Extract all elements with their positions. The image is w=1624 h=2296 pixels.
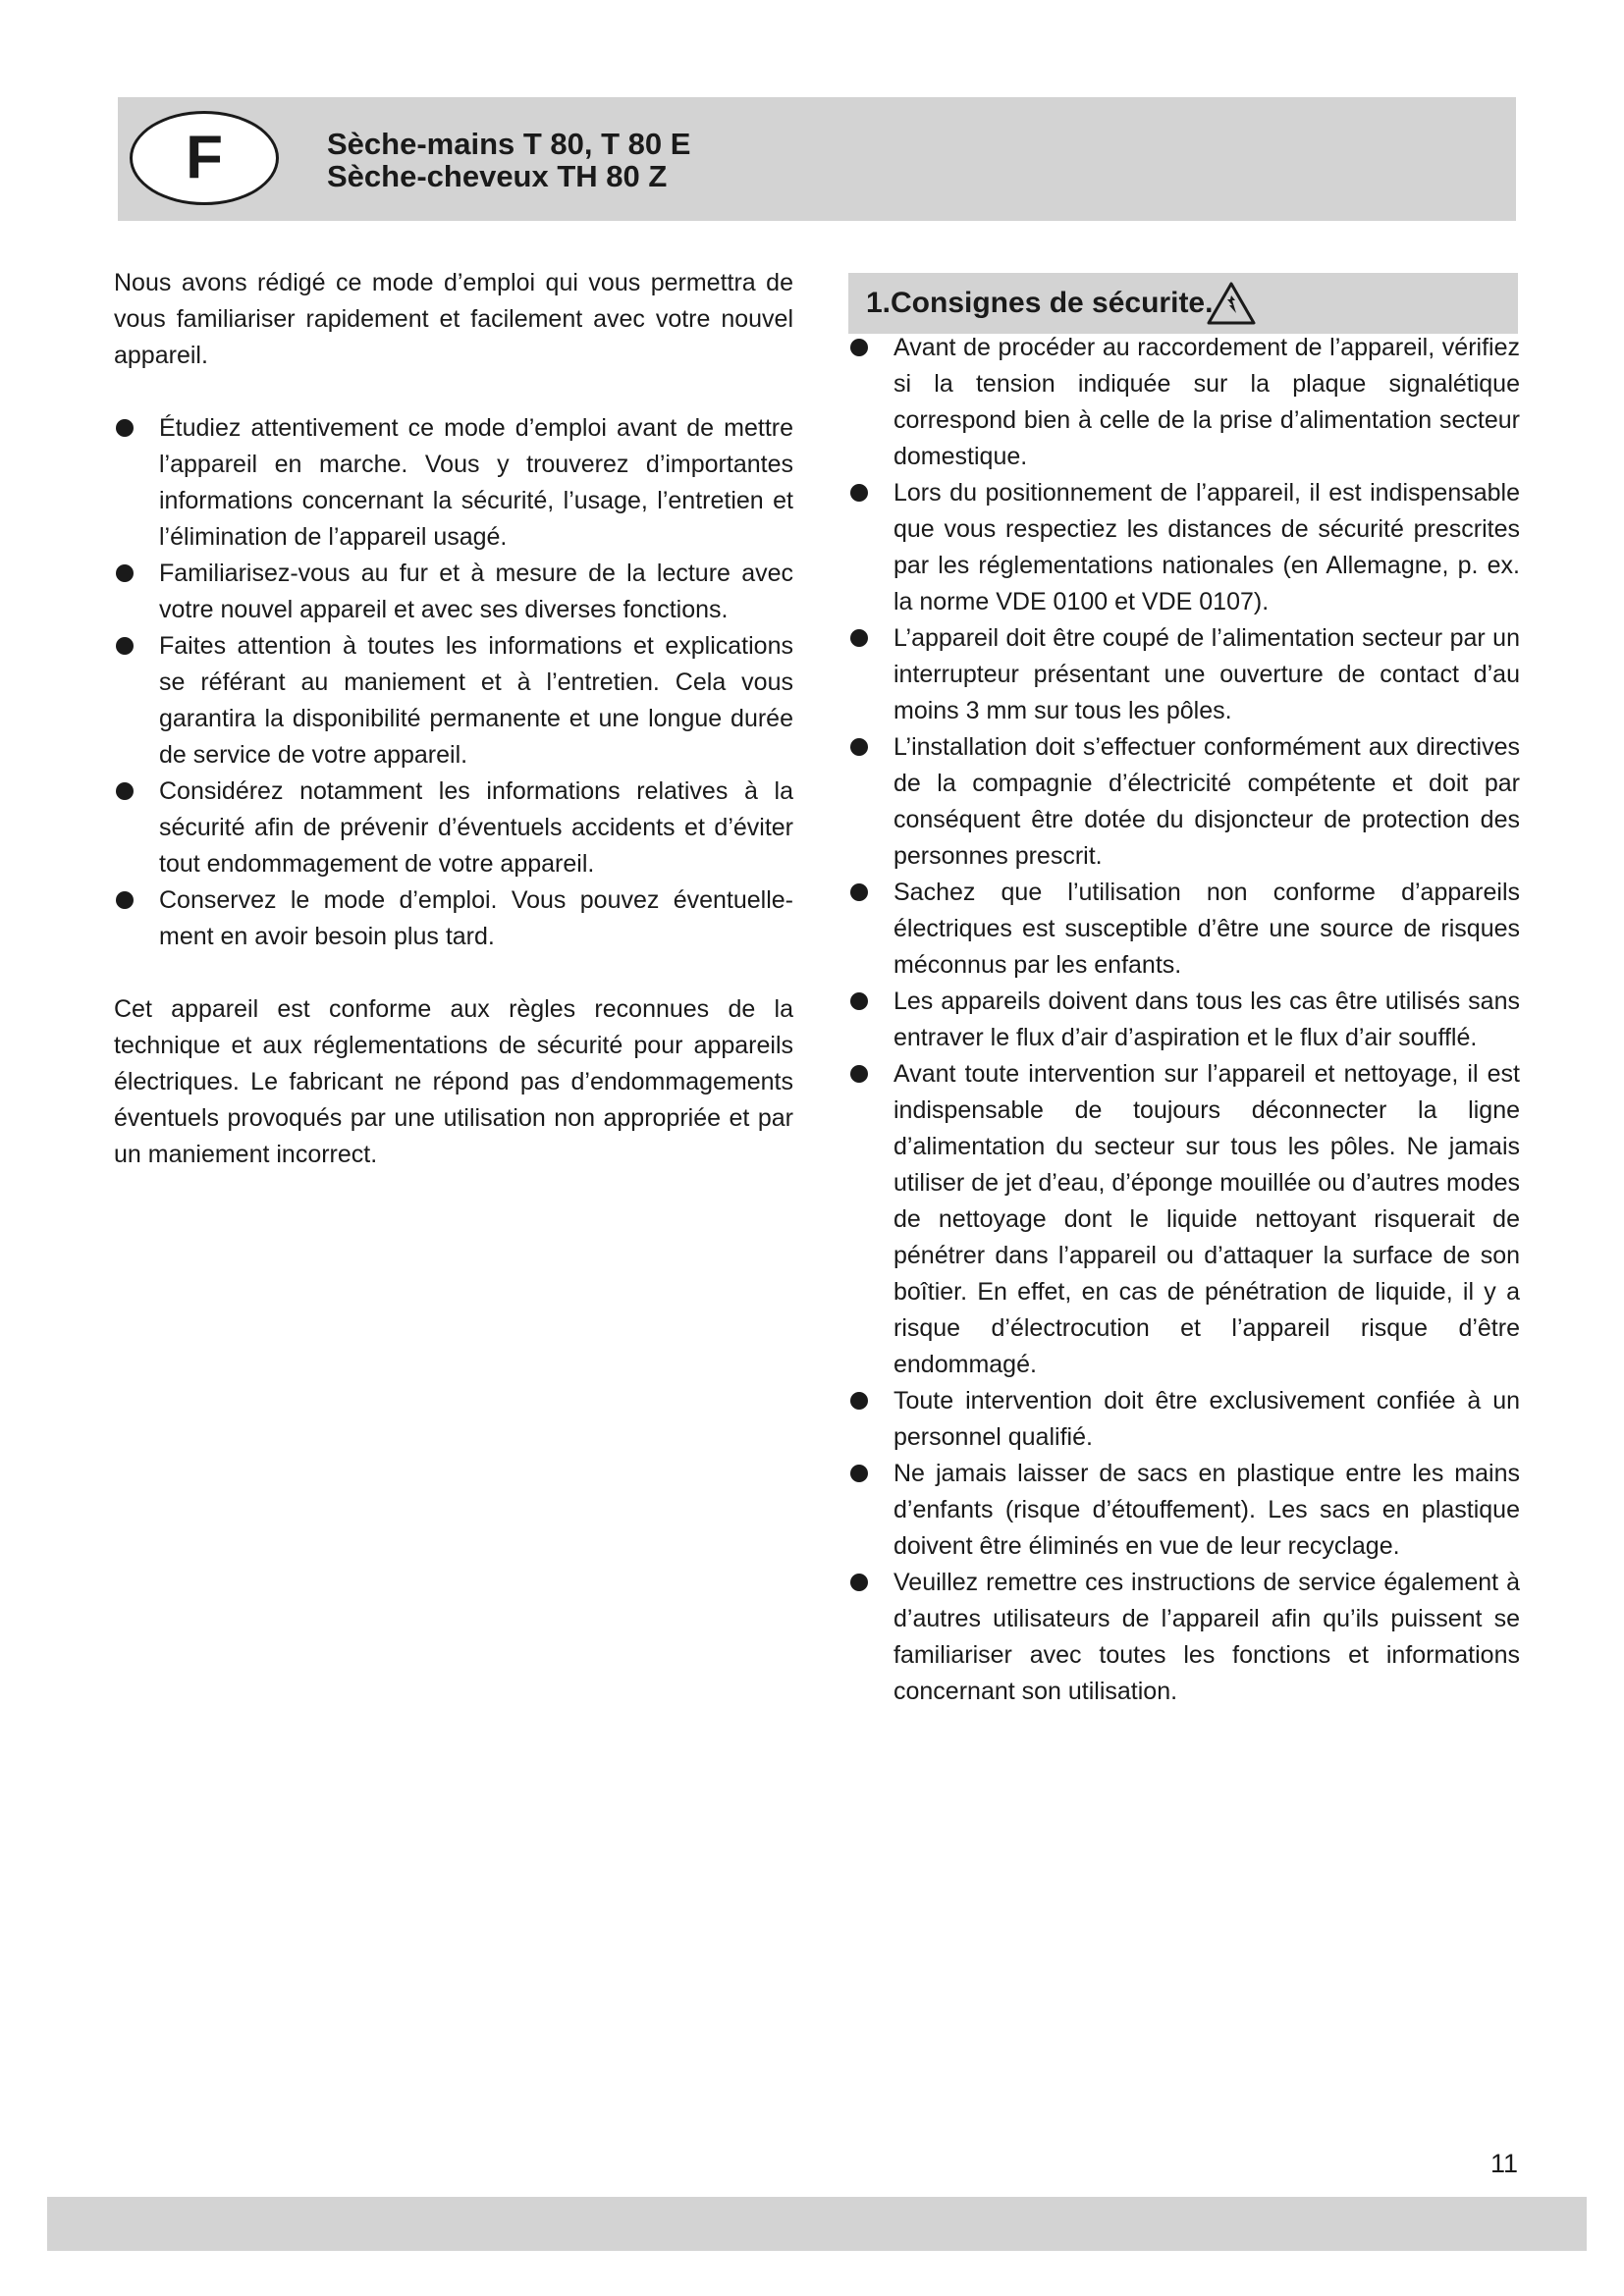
intro-paragraph: Nous avons rédigé ce mode d’emploi qui vous permettra de vous familiariser rapidement et facilement avec votre nouvel appareil. — [114, 269, 793, 369]
list-item-text: Familiarisez-vous au fur et à mesure de la lecture avec votre nouvel appareil et avec ses diverses fonctions. — [159, 560, 793, 623]
safety-column — [848, 330, 1520, 1710]
list-item-text: Avant de procéder au raccordement de l’appareil, vérifiez si la tension indiquée sur la plaque signalétique correspond bien à celle de la prise d’alimentation secteur domestique. — [893, 334, 1520, 470]
bullet-dot-icon — [116, 419, 134, 437]
list-item — [848, 1056, 1520, 1383]
section-title: 1.Consignes de sécurite. — [866, 287, 1214, 319]
product-title-line-2: Sèche-cheveux TH 80 Z — [327, 159, 668, 193]
list-item-text: Toute intervention doit être exclusivement confiée à un personnel qualifié. — [893, 1387, 1520, 1451]
list-item — [848, 1383, 1520, 1456]
header-band — [118, 97, 1516, 221]
list-item-text: Lors du positionnement de l’appareil, il est indispensable que vous respectiez les distances de sécurité prescrites par les réglementations nationales (en Allemagne, p. ex. la norme VDE 0100 et VDE 0107). — [893, 479, 1520, 615]
list-item-text: L’installation doit s’effectuer conformément aux directives de la compagnie d’électricité compétente et doit par conséquent être dotée du disjoncteur de protection des personnes prescrit. — [893, 733, 1520, 870]
list-item-text: Avant toute intervention sur l’appareil et nettoyage, il est indispensable de toujours déconnecter la ligne d’alimentation du secteur sur tous les pôles. Ne jamais utiliser de jet d’eau, d’éponge mouillée ou d’autres modes de nettoyage dont le liquide nettoyant risquerait de pénétrer dans l’appareil ou d’attaquer la surface de son boîtier. En effet, en cas de pénétration de liquide, il y a risque d’électrocution et l’appareil risque d’être endommagé. — [893, 1060, 1520, 1378]
list-item-text: Conservez le mode d’emploi. Vous pouvez éventuelle-ment en avoir besoin plus tard. — [159, 886, 793, 950]
bullet-dot-icon — [116, 891, 134, 909]
list-item-text: Étudiez attentivement ce mode d’emploi avant de mettre l’appareil en marche. Vous y trouverez d’importantes informations concernant la sécurité, l’usage, l’entretien et l’élimination de l’appareil usagé. — [159, 414, 793, 551]
list-item-text: Considérez notamment les informations relatives à la sécurité afin de prévenir d’éventuels accidents et d’éviter tout endommagement de votre appareil. — [159, 777, 793, 878]
safety-bullet-list — [848, 330, 1520, 1710]
list-item — [848, 330, 1520, 475]
list-item-text: Ne jamais laisser de sacs en plastique entre les mains d’enfants (risque d’étouffement). Les sacs en plastique doivent être éliminés en vue de leur recyclage. — [893, 1460, 1520, 1560]
list-item — [848, 475, 1520, 620]
bullet-dot-icon — [850, 1574, 868, 1591]
bullet-dot-icon — [850, 1392, 868, 1410]
list-item — [114, 882, 793, 955]
intro-bullet-list — [114, 410, 793, 955]
list-item — [848, 729, 1520, 875]
bullet-dot-icon — [116, 564, 134, 582]
list-item-text: Sachez que l’utilisation non conforme d’appareils électriques est susceptible d’être une source de risques méconnus par les enfants. — [893, 879, 1520, 979]
bullet-dot-icon — [850, 883, 868, 901]
list-item — [114, 556, 793, 628]
bullet-dot-icon — [850, 1465, 868, 1482]
list-item — [848, 984, 1520, 1056]
list-item-text: Veuillez remettre ces instructions de service également à d’autres utilisateurs de l’appareil afin qu’ils puissent se familiariser avec toutes les fonctions et informations concernant son utilisation. — [893, 1569, 1520, 1705]
bullet-dot-icon — [850, 992, 868, 1010]
conformity-paragraph: Cet appareil est conforme aux règles reconnues de la technique et aux réglementations de sécurité pour appareils électriques. Le fabricant ne répond pas d’endommagements éventuels provoqués par une utilisation non appropriée et par un maniement incorrect. — [114, 995, 793, 1168]
bullet-dot-icon — [116, 637, 134, 655]
list-item — [114, 774, 793, 882]
list-item-text: L’appareil doit être coupé de l’alimentation secteur par un interrupteur présentant une ouverture de contact d’au moins 3 mm sur tous les pôles. — [893, 624, 1520, 724]
warning-triangle-icon — [1206, 281, 1257, 326]
bullet-dot-icon — [850, 629, 868, 647]
list-item — [114, 628, 793, 774]
product-title-line-1: Sèche-mains T 80, T 80 E — [327, 127, 691, 161]
list-item — [848, 620, 1520, 729]
list-item-text: Les appareils doivent dans tous les cas être utilisés sans entraver le flux d’air d’aspiration et le flux d’air soufflé. — [893, 988, 1520, 1051]
bullet-dot-icon — [850, 1065, 868, 1083]
list-item — [848, 1456, 1520, 1565]
page-number: 11 — [1490, 2149, 1519, 2178]
list-item — [848, 1565, 1520, 1710]
safety-section-header — [848, 273, 1518, 334]
bullet-dot-icon — [850, 738, 868, 756]
bullet-dot-icon — [116, 782, 134, 800]
list-item — [114, 410, 793, 556]
list-item-text: Faites attention à toutes les informations et explications se référant au maniement et à l’entretien. Cela vous garantira la disponibilité permanente et une longue durée de service de votre appareil. — [159, 632, 793, 769]
bullet-dot-icon — [850, 339, 868, 356]
bullet-dot-icon — [850, 484, 868, 502]
language-badge: F — [130, 111, 279, 205]
list-item — [848, 875, 1520, 984]
intro-column — [114, 265, 793, 1173]
footer-band — [47, 2197, 1587, 2251]
